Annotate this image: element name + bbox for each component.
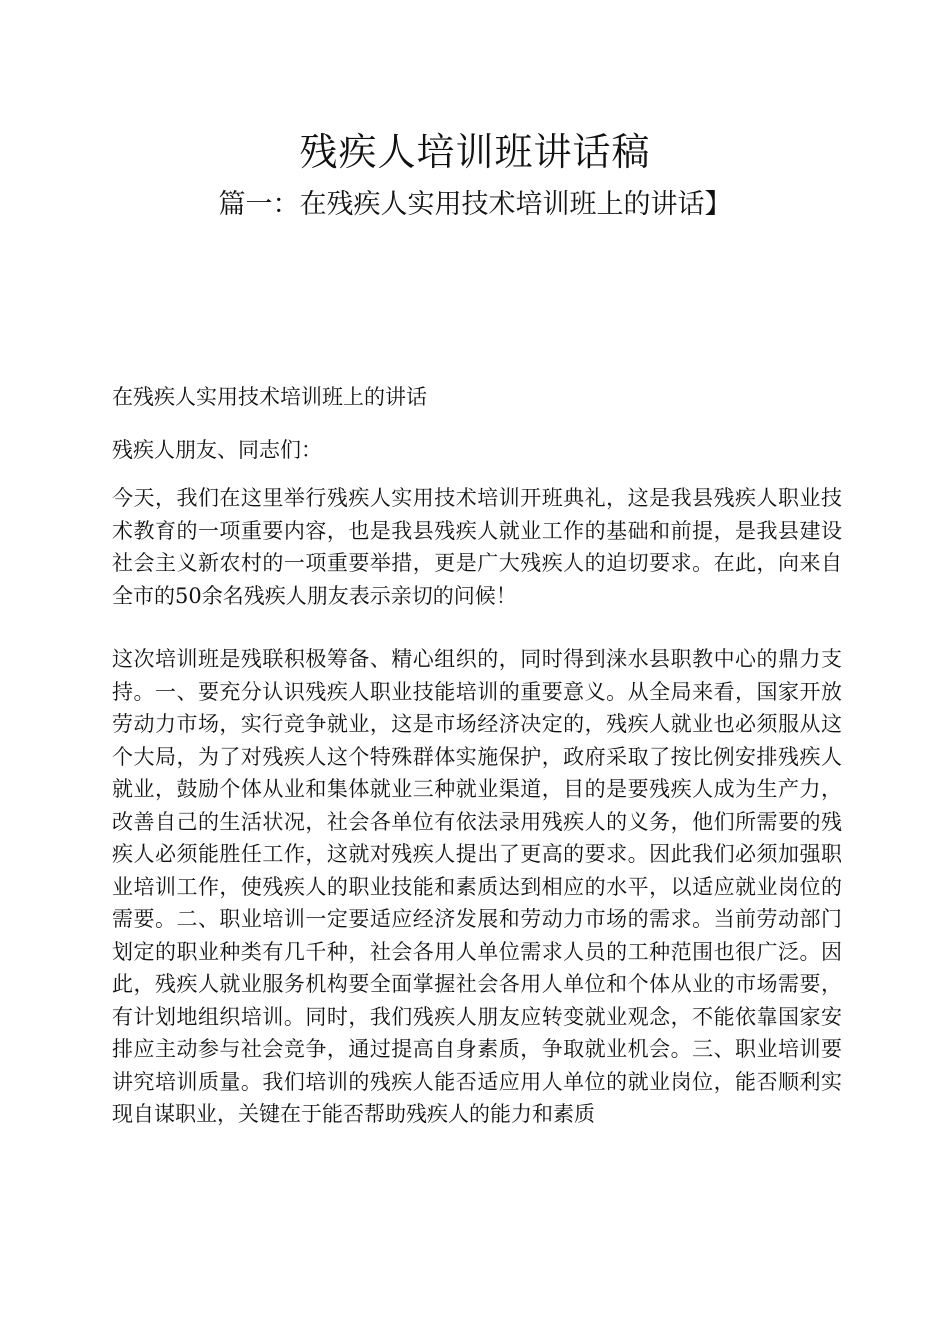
paragraph-1: 今天，我们在这里举行残疾人实用技术培训开班典礼，这是我县残疾人职业技术教育的一项重要内容，也是我县残疾人就业工作的基础和前提，是我县建设社会主义新农村的一项重要举措，更是广大残疾人的迫切要求。在此，向来自全市的50余名残疾人朋友表示亲切的问候！ bbox=[112, 486, 842, 608]
speech-heading: 在残疾人实用技术培训班上的讲话 bbox=[112, 385, 427, 409]
paragraph-2: 这次培训班是残联积极筹备、精心组织的，同时得到涞水县职教中心的鼎力支持。一、要充分认识残疾人职业技能培训的重要意义。从全局来看，国家开放劳动力市场，实行竞争就业，这是市场经济决定的，残疾人就业也必须服从这个大局，为了对残疾人这个特殊群体实施保护，政府采取了按比例安排残疾人就业，鼓励个体从业和集体就业三种就业渠道，目的是要残疾人成为生产力，改善自己的生活状况，社会各单位有依法录用残疾人的义务，他们所需要的残疾人必须能胜任工作，这就对残疾人提出了更高的要求。因此我们必须加强职业培训工作，使残疾人的职业技能和素质达到相应的水平，以适应就业岗位的需要。二、职业培训一定要适应经济发展和劳动力市场的需求。当前劳动部门划定的职业种类有几千种，社会各用人单位需求人员的工种范围也很广泛。因此，残疾人就业服务机构要全面掌握社会各用人单位和个体从业的市场需要，有计划地组织培训。同时，我们残疾人朋友应转变就业观念，不能依靠国家安排应主动参与社会竞争，通过提高自身素质，争取就业机会。三、职业培训要讲究培训质量。我们培训的残疾人能否适应用人单位的就业岗位，能否顺利实现自谋职业，关键在于能否帮助残疾人的能力和素质 bbox=[112, 647, 842, 1126]
salutation: 残疾人朋友、同志们： bbox=[112, 438, 322, 462]
document-subtitle: 篇一：在残疾人实用技术培训班上的讲话】 bbox=[218, 189, 732, 220]
document-title: 残疾人培训班讲话稿 bbox=[299, 130, 651, 175]
